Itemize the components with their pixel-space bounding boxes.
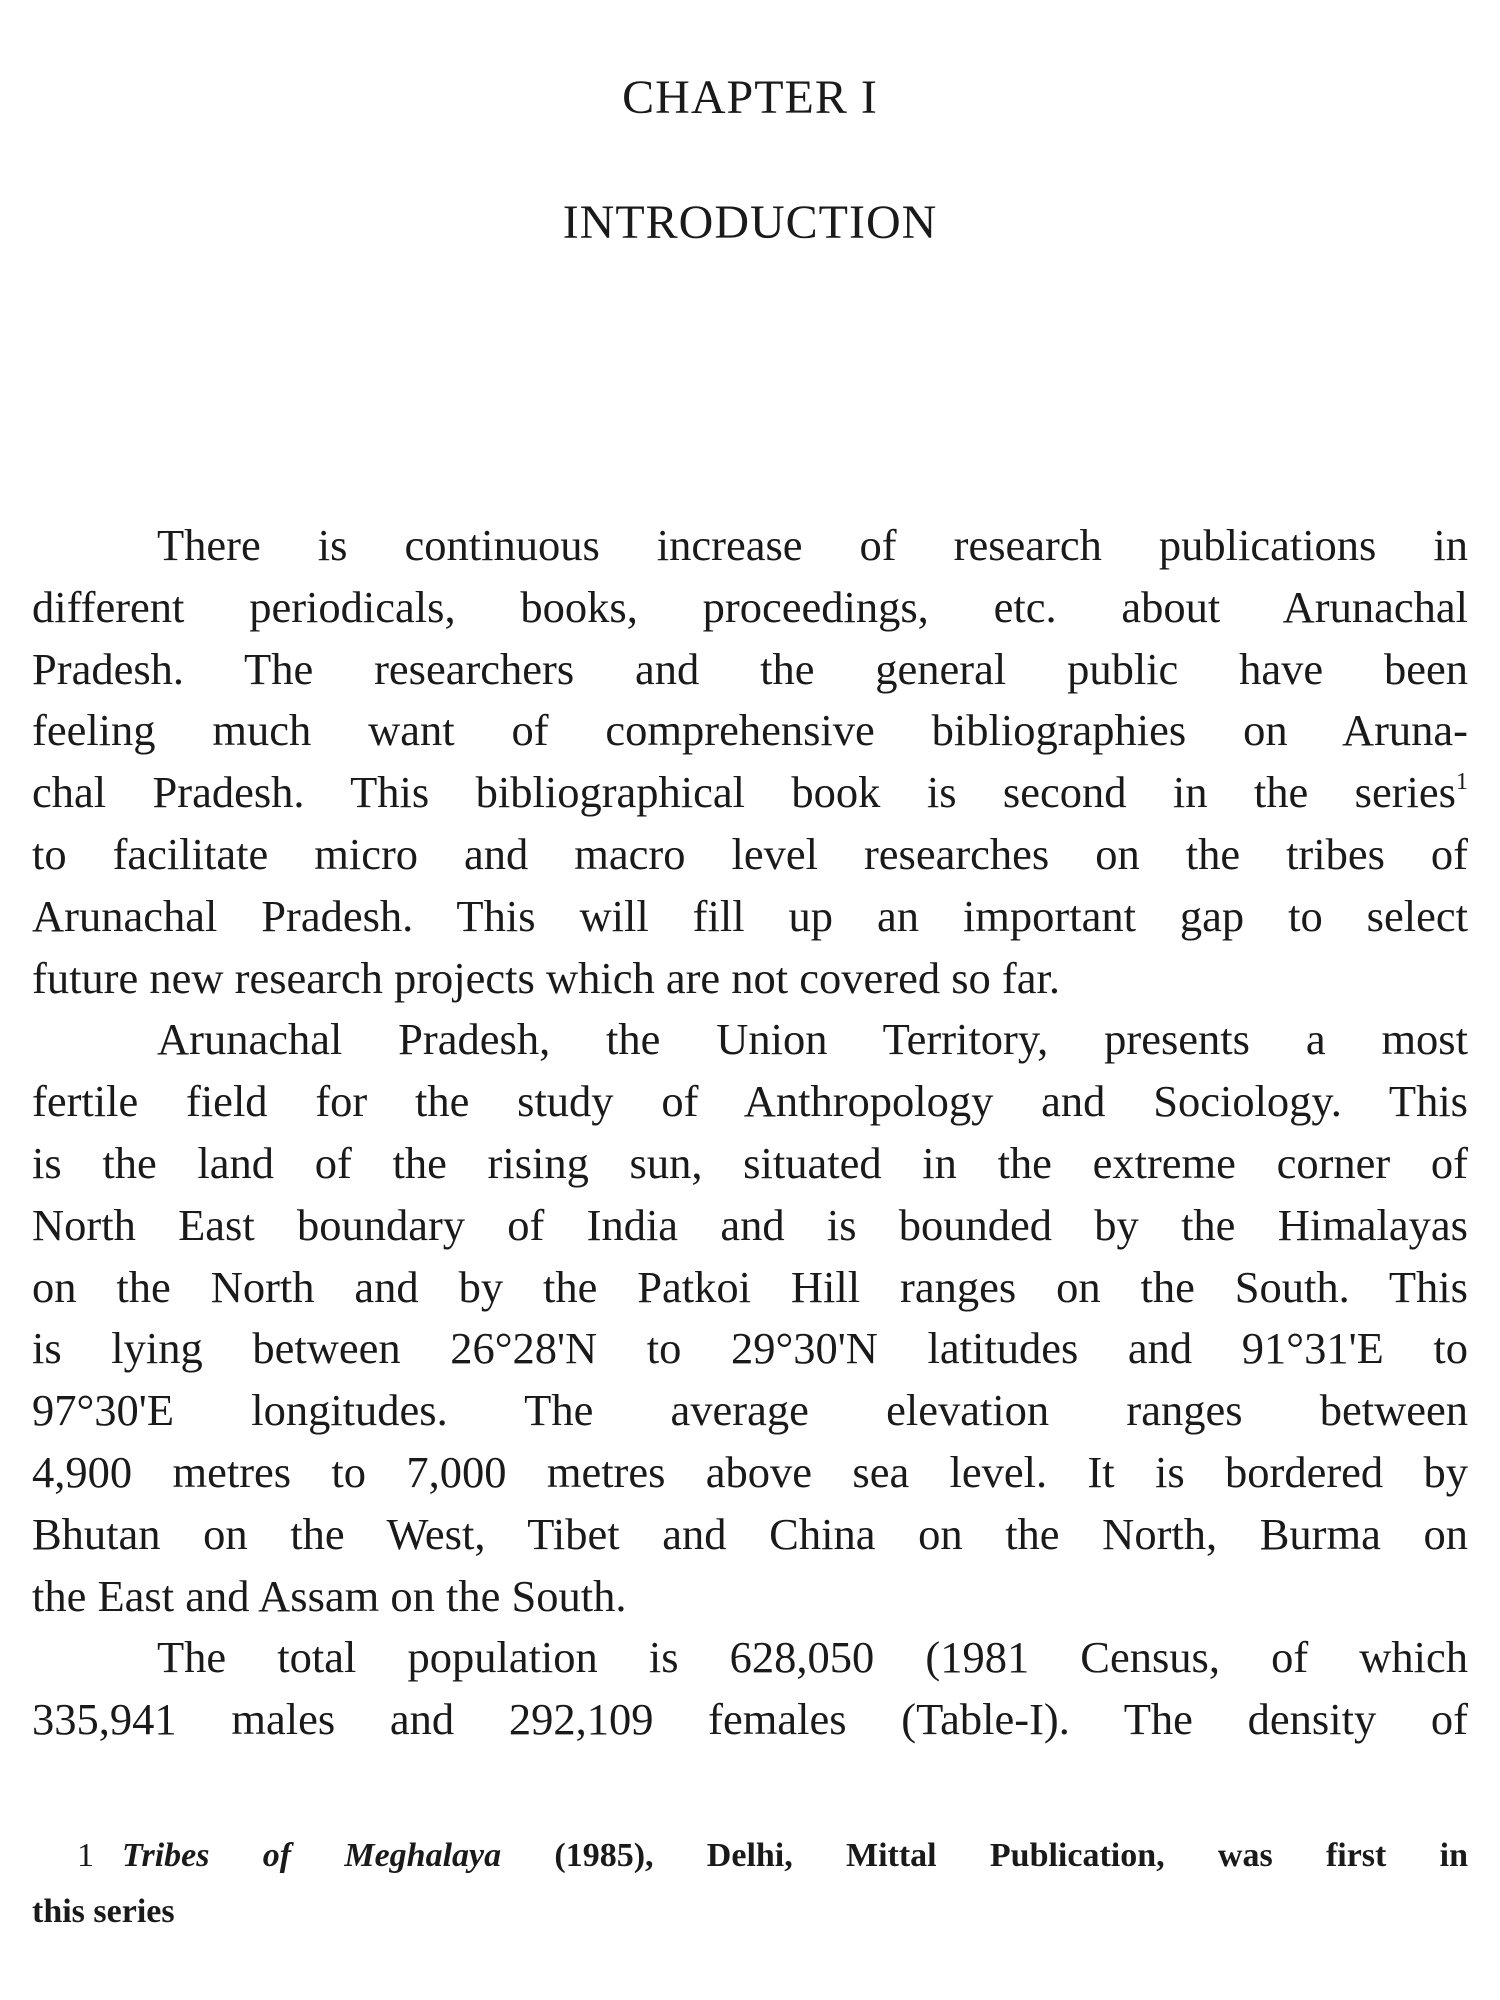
body-line: North East boundary of India and is bounded by the Himalayas [32,1199,1468,1250]
body-line: feeling much want of comprehensive bibliographies on Aruna- [32,705,1468,756]
body-line: to facilitate micro and macro level researches on the tribes of [32,828,1468,879]
body-line: future new research projects which are not covered so far. [32,952,1060,1003]
body-line: 97°30'E longitudes. The average elevation ranges between [32,1385,1468,1436]
body-line: different periodicals, books, proceedings, etc. about Arunachal [32,581,1468,632]
body-line: Arunachal Pradesh. This will fill up an important gap to select [32,890,1468,941]
chapter-title: INTRODUCTION [562,196,938,249]
body-line-with-footnote-ref [32,762,1468,824]
footnote-italic-title: Tribes of Meghalaya [122,1837,502,1874]
body-line: There is continuous increase of research publications in [157,520,1468,570]
footnote-line: this series [32,1893,175,1930]
body-line: Arunachal Pradesh, the Union Territory, presents a most [157,1014,1468,1065]
footnote-text: (1985), Delhi, Mittal Publication, was first in [501,1837,1468,1874]
body-line: 4,900 metres to 7,000 metres above sea level. It is bordered by [32,1446,1468,1497]
body-line: on the North and by the Patkoi Hill ranges on the South. This [32,1261,1468,1312]
body-line-text: chal Pradesh. This bibliographical book is second in the series [32,767,1456,818]
body-line: is the land of the rising sun, situated in the extreme corner of [32,1137,1468,1188]
footnote-marker: 1 [77,1837,94,1874]
body-text [32,515,1468,1751]
body-line: is lying between 26°28'N to 29°30'N latitudes and 91°31'E to [32,1323,1468,1374]
body-line: the East and Assam on the South. [32,1570,627,1621]
footnote [32,1828,1468,1940]
body-line: The total population is 628,050 (1981 Census, of which [157,1632,1468,1683]
body-line: fertile field for the study of Anthropology and Sociology. This [32,1076,1468,1127]
body-line: Bhutan on the West, Tibet and China on the North, Burma on [32,1508,1468,1559]
body-line: Pradesh. The researchers and the general public have been [32,643,1468,694]
footnote-reference: 1 [1456,769,1468,796]
body-line: 335,941 males and 292,109 females (Table-I). The density of [32,1694,1468,1745]
chapter-label: CHAPTER I [622,71,878,124]
footnote-line [32,1828,1468,1884]
